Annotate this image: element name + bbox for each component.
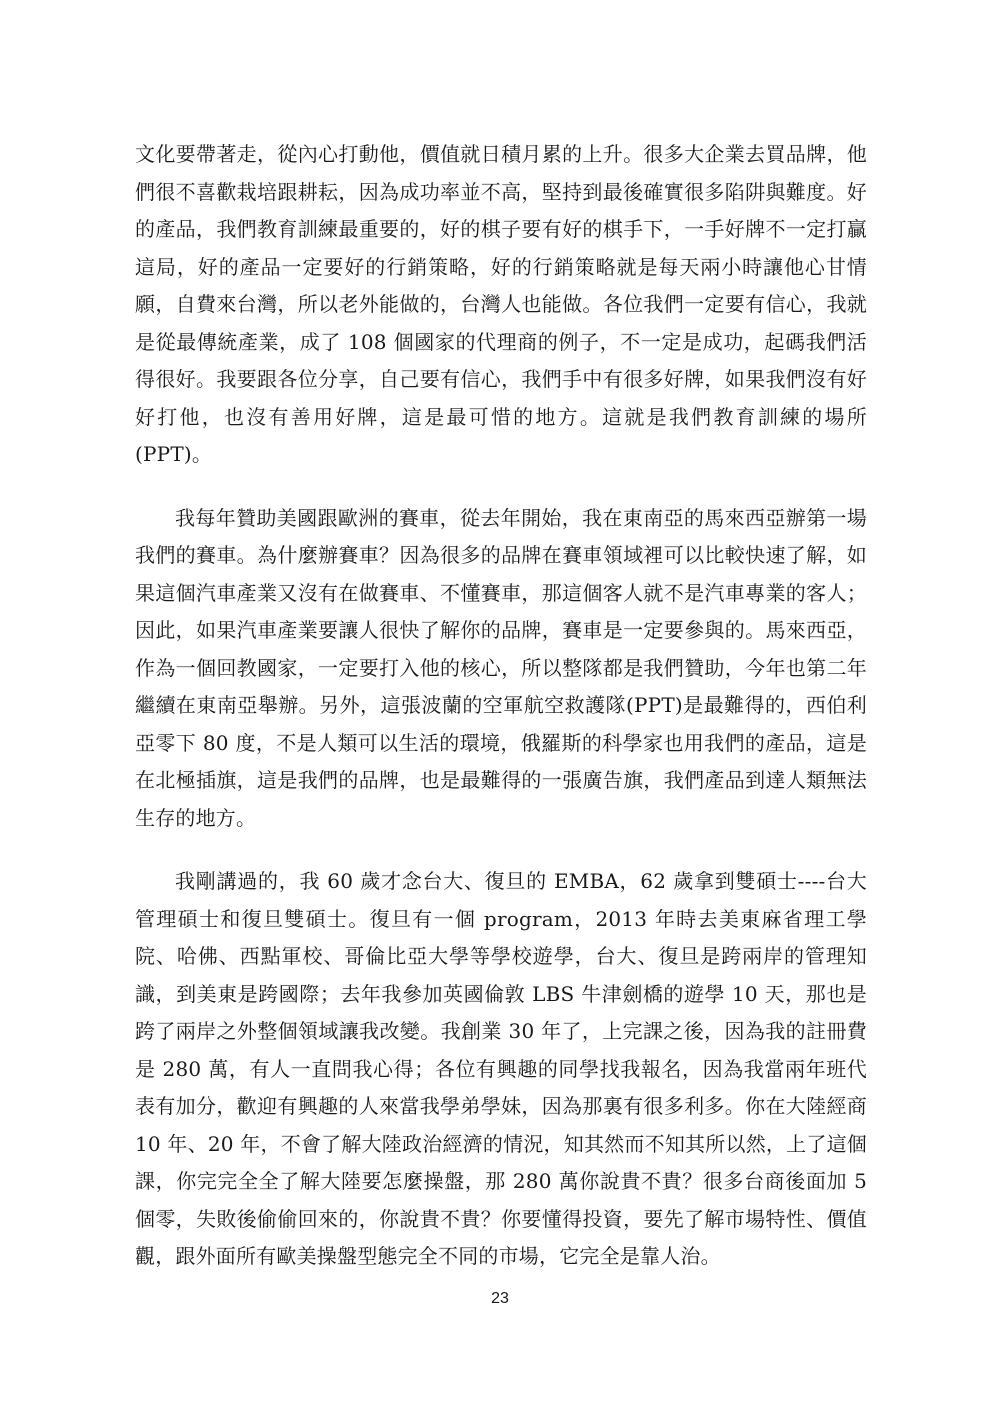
page-number: 23 bbox=[491, 1290, 509, 1307]
paragraph-1: 文化要帶著走，從內心打動他，價值就日積月累的上升。很多大企業去買品牌，他們很不喜歡栽培跟耕耘，因為成功率並不高，堅持到最後確實很多陷阱與難度。好的產品，我們教育訓練最重要的，好的棋子要有好的棋手下，一手好牌不一定打贏這局，好的產品一定要好的行銷策略，好的行銷策略就是每天兩小時讓他心甘情願，自費來台灣，所以老外能做的，台灣人也能做。各位我們一定要有信心，我就是從最傳統產業，成了 108 個國家的代理商的例子，不一定是成功，起碼我們活得很好。我要跟各位分享，自己要有信心，我們手中有很多好牌，如果我們沒有好好打他，也沒有善用好牌，這是最可惜的地方。這就是我們教育訓練的場所(PPT)。 bbox=[135, 142, 867, 466]
paragraph-3: 我剛講過的，我 60 歲才念台大、復旦的 EMBA，62 歲拿到雙碩士----台大管理碩士和復旦雙碩士。復旦有一個 program，2013 年時去美東麻省理工學院、哈佛、西點軍校、哥倫比亞大學等學校遊學，台大、復旦是跨兩岸的管理知識，到美東是跨國際；去年我參加英國倫敦 LBS 牛津劍橋的遊學 10 天，那也是跨了兩岸之外整個領域讓我改變。我創業 30 年了，上完課之後，因為我的註冊費是 280 萬，有人一直問我心得；各位有興趣的同學找我報名，因為我當兩年班代表有加分，歡迎有興趣的人來當我學弟學妹，因為那裏有很多利多。你在大陸經商 10 年、20 年，不會了解大陸政治經濟的情況，知其然而不知其所以然，上了這個課，你完完全全了解大陸要怎麼操盤，那 280 萬你說貴不貴？很多台商後面加 5 個零，失敗後偷偷回來的，你說貴不貴？你要懂得投資，要先了解市場特性、價值觀，跟外面所有歐美操盤型態完全不同的市場，它完全是靠人治。 bbox=[135, 869, 867, 1268]
paragraph-2: 我每年贊助美國跟歐洲的賽車，從去年開始，我在東南亞的馬來西亞辦第一場我們的賽車。為什麼辦賽車？因為很多的品牌在賽車領域裡可以比較快速了解，如果這個汽車產業又沒有在做賽車、不懂賽車，那這個客人就不是汽車專業的客人；因此，如果汽車產業要讓人很快了解你的品牌，賽車是一定要參與的。馬來西亞，作為一個回教國家，一定要打入他的核心，所以整隊都是我們贊助，今年也第二年繼續在東南亞舉辦。另外，這張波蘭的空軍航空救護隊(PPT)是最難得的，西伯利亞零下 80 度，不是人類可以生活的環境，俄羅斯的科學家也用我們的產品，這是在北極插旗，這是我們的品牌，也是最難得的一張廣告旗，我們產品到達人類無法生存的地方。 bbox=[135, 505, 867, 830]
body-text bbox=[135, 136, 867, 1302]
